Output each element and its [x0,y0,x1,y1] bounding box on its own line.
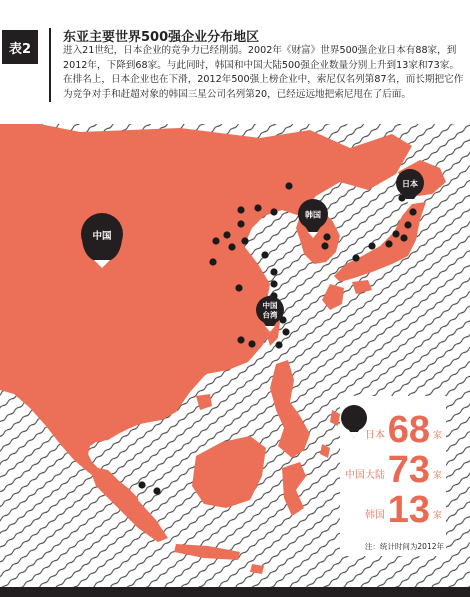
stat-unit: 家 [433,511,443,521]
company-dot [237,206,244,213]
bottom-bar [0,587,470,597]
company-dot [282,328,289,335]
company-dot [237,336,244,343]
company-dot [400,234,407,241]
company-dot [261,251,268,258]
japan-marker-label: 日本 [402,179,418,189]
company-dot [153,487,160,494]
company-dot [212,237,219,244]
company-dot [352,254,359,261]
east-asia-map [0,124,470,597]
taiwan-marker-label-line2: 台湾 [262,310,278,320]
company-dot [223,231,230,238]
company-dot [270,268,277,275]
description-paragraph [63,44,465,102]
company-dot [321,242,328,249]
company-dot [368,242,375,249]
stat-category-label: 韩国 [365,510,385,521]
company-dot [270,280,277,287]
company-dot [235,284,242,291]
stat-category-label: 中国大陆 [345,470,385,481]
company-dot [409,208,416,215]
stat-category-label: 日本 [365,430,385,441]
taiwan-marker-label-line1: 中国 [262,301,278,310]
paragraph-line: 2012年，下降到68家。与此同时，韩国和中国大陆500强企业数量分别上升到13家和73家。 [63,59,459,71]
chart-title: 东亚主要世界500强企业分布地区 [63,30,260,45]
stats-panel [340,396,446,556]
paragraph-line: 为竞争对手和赶超对象的韩国三星公司名列第20，已经远远地把索尼甩在了后面。 [63,88,411,100]
company-dot [228,243,235,250]
company-dot [241,237,248,244]
company-dot [285,182,292,189]
company-dot [275,341,282,348]
stat-value: 13 [387,489,430,531]
title-divider [49,28,51,102]
company-dot [254,204,261,211]
company-dot [237,220,244,227]
company-dot [323,233,330,240]
company-dot [270,208,277,215]
company-dot [209,258,216,265]
company-dot [385,240,392,247]
stat-value: 68 [387,409,430,451]
company-dot [404,221,411,228]
stat-unit: 家 [433,431,443,441]
table-badge: 表2 [2,30,38,64]
header [0,0,470,124]
stat-value: 73 [387,449,430,491]
company-dot [138,481,145,488]
company-dot [248,340,255,347]
china-marker-label: 中国 [92,231,112,242]
paragraph-line: 在排名上，日本企业也在下滑，2012年500强上榜企业中，索尼仅名列第87名，而长期把它作 [63,74,464,86]
stat-unit: 家 [433,471,443,481]
paragraph-line: 进入21世纪，日本企业的竞争力已经削弱。2002年《财富》世界500强企业日本有88家，到 [63,45,457,56]
company-dot [392,230,399,237]
stats-note: 注：统计时间为2012年 [364,542,444,551]
korea-marker-label: 韩国 [305,210,321,220]
